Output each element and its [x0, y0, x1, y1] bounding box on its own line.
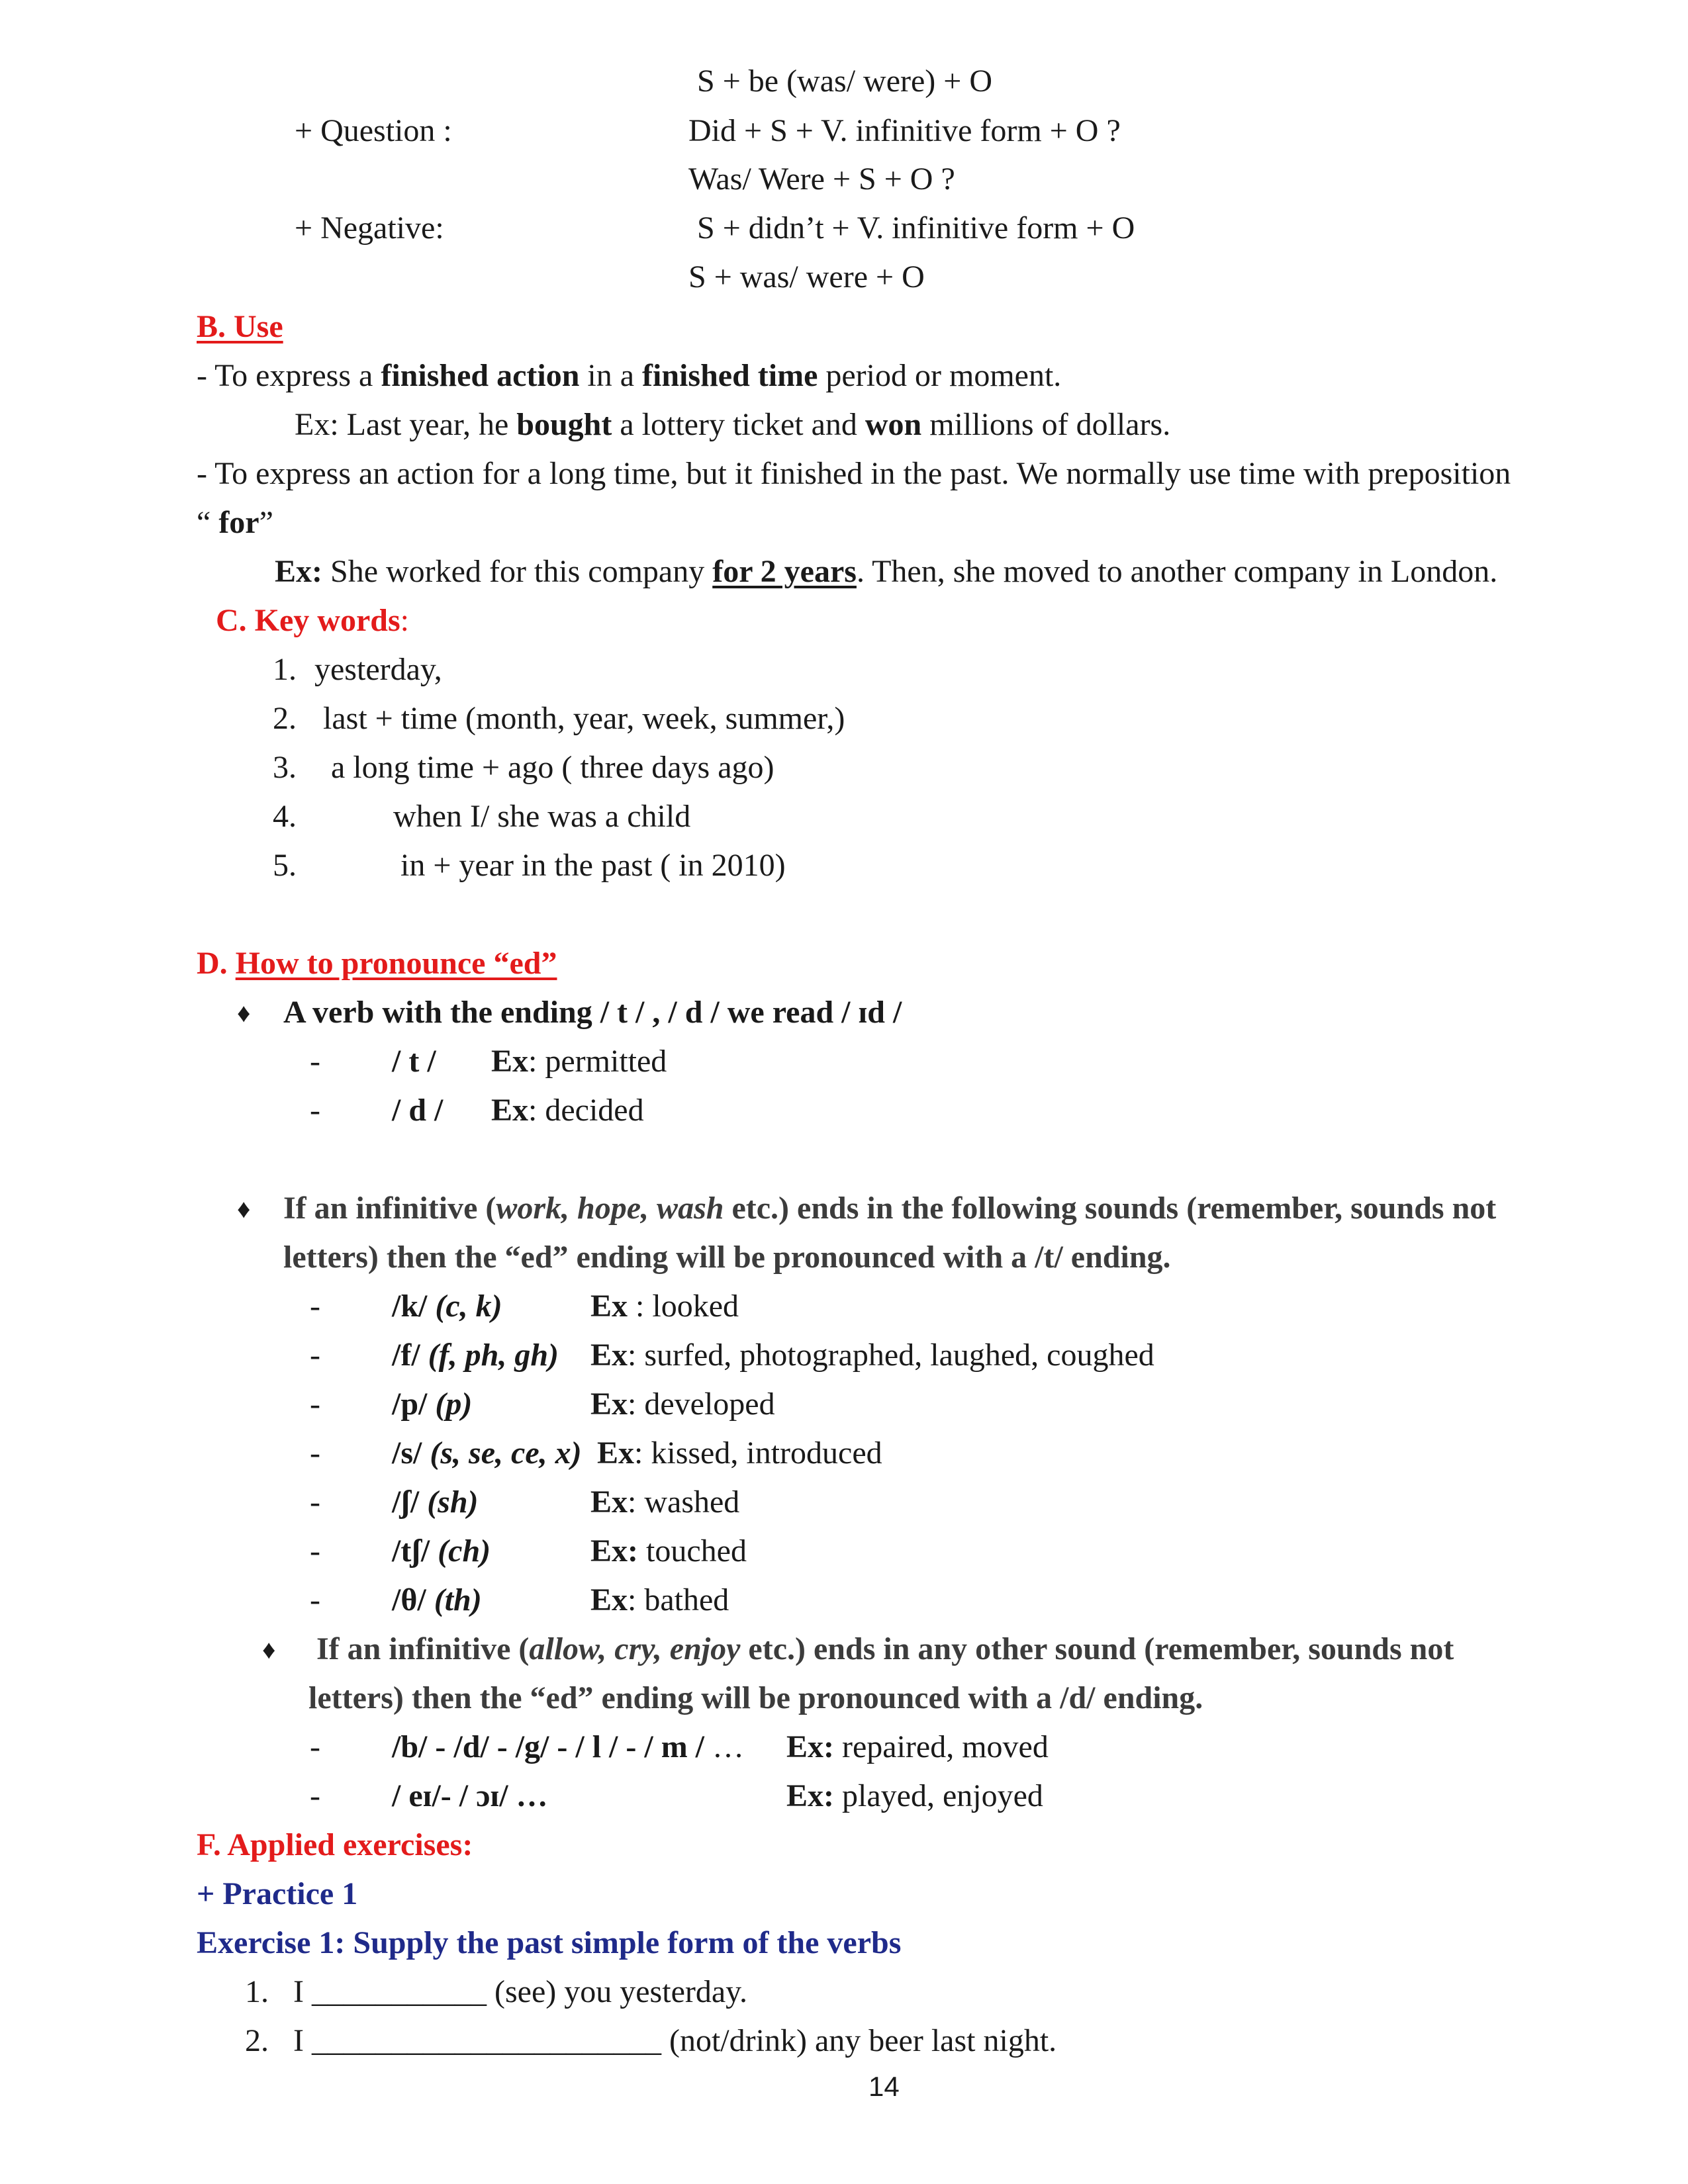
example-sh: Ex: washed	[590, 1484, 740, 1520]
exercise-num-2: 2.	[245, 2023, 269, 2058]
use-point-1: - To express a finished action in a finished time period or moment.	[197, 358, 1062, 393]
example-th: Ex: bathed	[590, 1582, 729, 1617]
formula-positive-be: S + be (was/ were) + O	[697, 64, 993, 99]
sound-s: /s/ (s, se, ce, x)	[392, 1435, 582, 1471]
sound-k: /k/ (c, k)	[392, 1289, 502, 1324]
example-t: Ex: permitted	[491, 1044, 667, 1079]
dash: -	[310, 1533, 320, 1569]
use-example-2: Ex: She worked for this company for 2 years. Then, she moved to another company in London.	[275, 554, 1498, 589]
sound-f: /f/ (f, ph, gh)	[392, 1338, 559, 1373]
example-s: Ex: kissed, introduced	[597, 1435, 882, 1471]
question-label: + Question :	[295, 113, 452, 148]
formula-question-be: Was/ Were + S + O ?	[688, 161, 955, 197]
keyword-num-3: 3.	[273, 750, 297, 785]
sound-ch: /tʃ/ (ch)	[392, 1533, 491, 1569]
negative-label: + Negative:	[295, 210, 444, 246]
formula-question-did: Did + S + V. infinitive form + O ?	[688, 113, 1121, 148]
diamond-bullet-icon: ♦	[237, 998, 251, 1028]
dash: -	[310, 1044, 320, 1079]
example-other-2: Ex: played, enjoyed	[786, 1778, 1043, 1813]
formula-negative-be: S + was/ were + O	[688, 259, 925, 295]
sound-d: / d /	[392, 1093, 444, 1128]
page-number: 14	[868, 2071, 900, 2102]
dash: -	[310, 1484, 320, 1520]
dash: -	[310, 1582, 320, 1617]
example-k: Ex : looked	[590, 1289, 739, 1324]
example-ch: Ex: touched	[590, 1533, 747, 1569]
keyword-num-1: 1.	[273, 652, 297, 687]
exercise-title: Exercise 1: Supply the past simple form of the verbs	[197, 1925, 902, 1960]
dash: -	[310, 1435, 320, 1471]
diamond-bullet-icon: ♦	[262, 1635, 276, 1664]
section-heading-keywords: C. Key words:	[216, 603, 409, 638]
sound-sh: /ʃ/ (sh)	[392, 1484, 479, 1520]
pronounce-rule-3: If an infinitive (allow, cry, enjoy etc.) ends in any other sound (remember, sounds not	[316, 1631, 1454, 1666]
example-p: Ex: developed	[590, 1387, 775, 1422]
section-heading-pronounce: D. How to pronounce “ed”	[197, 946, 557, 981]
exercise-item-2: I ______________________ (not/drink) any beer last night.	[293, 2023, 1057, 2058]
example-other-1: Ex: repaired, moved	[786, 1729, 1049, 1764]
formula-negative-didnt: S + didn’t + V. infinitive form + O	[697, 210, 1135, 246]
keyword-num-5: 5.	[273, 848, 297, 883]
keyword-text-4: when I/ she was a child	[393, 799, 691, 834]
pronounce-rule-2-cont: letters) then the “ed” ending will be pronounced with a /t/ ending.	[283, 1240, 1171, 1275]
example-f: Ex: surfed, photographed, laughed, coughed	[590, 1338, 1154, 1373]
sound-th: /θ/ (th)	[392, 1582, 482, 1617]
pronounce-rule-2: If an infinitive (work, hope, wash etc.) ends in the following sounds (remember, sounds not	[283, 1191, 1497, 1226]
use-example-1: Ex: Last year, he bought a lottery ticket and won millions of dollars.	[295, 407, 1171, 442]
dash: -	[310, 1338, 320, 1373]
keyword-text-5: in + year in the past ( in 2010)	[400, 848, 786, 883]
keyword-num-2: 2.	[273, 701, 297, 736]
exercise-num-1: 1.	[245, 1974, 269, 2009]
dash: -	[310, 1778, 320, 1813]
dash: -	[310, 1387, 320, 1422]
dash: -	[310, 1093, 320, 1128]
exercise-item-1: I ___________ (see) you yesterday.	[293, 1974, 748, 2009]
keyword-num-4: 4.	[273, 799, 297, 834]
section-heading-use: B. Use	[197, 309, 283, 344]
sound-t: / t /	[392, 1044, 436, 1079]
sound-other-2: / eɪ/- / ɔɪ/ …	[392, 1778, 548, 1813]
dash: -	[310, 1729, 320, 1764]
sound-p: /p/ (p)	[392, 1387, 473, 1422]
use-point-2-cont: “ for”	[197, 505, 273, 540]
practice-heading: + Practice 1	[197, 1876, 358, 1911]
use-point-2: - To express an action for a long time, but it finished in the past. We normally use time with preposition	[197, 456, 1511, 491]
pronounce-rule-3-cont: letters) then the “ed” ending will be pronounced with a /d/ ending.	[308, 1680, 1203, 1715]
sound-other-1: /b/ - /d/ - /g/ - / l / - / m / …	[392, 1729, 745, 1764]
pronounce-rule-1: A verb with the ending / t / , / d / we read / ɪd /	[283, 995, 902, 1030]
example-d: Ex: decided	[491, 1093, 644, 1128]
keyword-text-2: last + time (month, year, week, summer,)	[323, 701, 845, 736]
keyword-text-1: yesterday,	[314, 652, 442, 687]
dash: -	[310, 1289, 320, 1324]
diamond-bullet-icon: ♦	[237, 1194, 251, 1224]
section-heading-exercises: F. Applied exercises:	[197, 1827, 473, 1862]
keyword-text-3: a long time + ago ( three days ago)	[331, 750, 774, 785]
